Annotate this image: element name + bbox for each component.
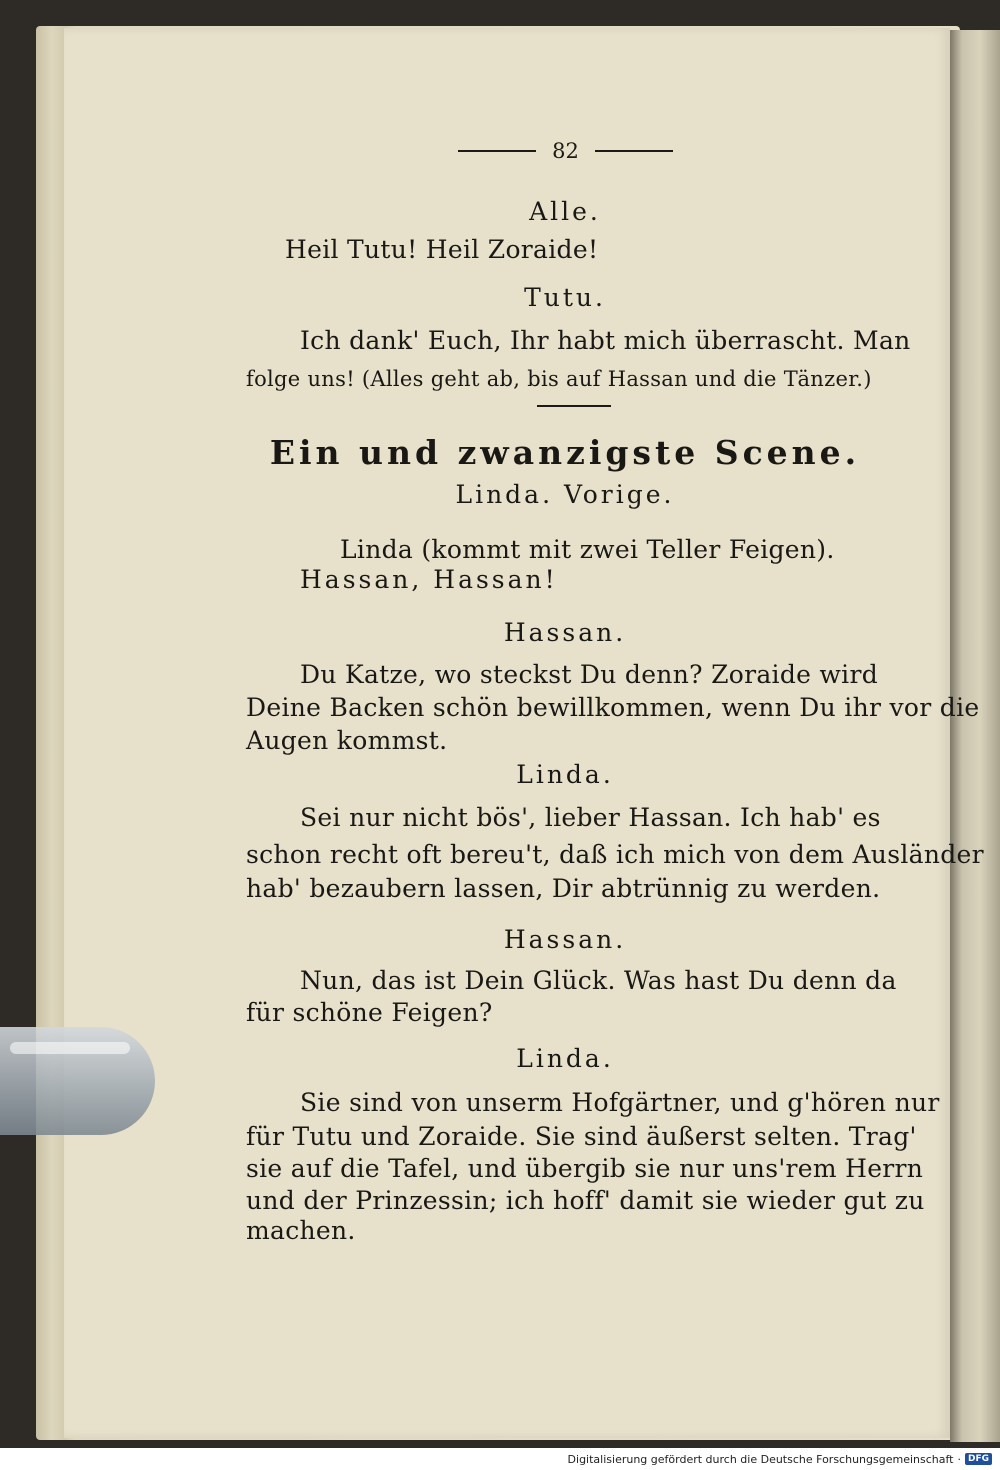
- page-weight-highlight: [10, 1042, 130, 1054]
- text-line: Du Katze, wo steckst Du denn? Zoraide wird: [300, 660, 879, 689]
- text-line: Sie sind von unserm Hofgärtner, und g'hören nur: [300, 1088, 940, 1117]
- text-line: Linda (kommt mit zwei Teller Feigen).: [340, 535, 835, 564]
- text-line: hab' bezaubern lassen, Dir abtrünnig zu werden.: [246, 874, 881, 903]
- text-line: Heil Tutu! Heil Zoraide!: [285, 235, 599, 264]
- facing-page-edge: [950, 30, 1000, 1442]
- scene-heading: Ein und zwanzigste Scene.: [269, 433, 861, 472]
- footer-separator: ·: [957, 1452, 961, 1466]
- footer-credit: Digitalisierung gefördert durch die Deutsche Forschungsgemeinschaft: [567, 1452, 954, 1466]
- section-divider: [537, 405, 611, 407]
- text-line: Ich dank' Euch, Ihr habt mich überrascht. Man: [300, 326, 911, 355]
- text-line: Nun, das ist Dein Glück. Was hast Du denn da: [300, 966, 897, 995]
- speaker-label: Hassan.: [503, 618, 627, 647]
- text-line: für schöne Feigen?: [246, 998, 493, 1027]
- speaker-label: Linda.: [516, 1044, 614, 1073]
- dfg-logo-icon: DFG: [965, 1453, 992, 1465]
- text-line: Augen kommst.: [246, 726, 448, 755]
- text-line: Hassan, Hassan!: [300, 565, 558, 594]
- text-line: folge uns! (Alles geht ab, bis auf Hassan und die Tänzer.): [246, 367, 872, 391]
- text-line: Sei nur nicht bös', lieber Hassan. Ich hab' es: [300, 803, 881, 832]
- speaker-label: Hassan.: [503, 925, 627, 954]
- text-line: für Tutu und Zoraide. Sie sind äußerst selten. Trag': [246, 1122, 917, 1151]
- page-number: [458, 137, 673, 165]
- speaker-label: Alle.: [529, 197, 601, 226]
- text-line: Deine Backen schön bewillkommen, wenn Du ihr vor die: [246, 693, 980, 722]
- text-line: und der Prinzessin; ich hoff' damit sie wieder gut zu: [246, 1186, 925, 1215]
- text-line: machen.: [246, 1216, 356, 1245]
- speaker-label: Tutu.: [524, 283, 606, 312]
- page-number-rule-left: [458, 150, 536, 152]
- page-number-rule-right: [595, 150, 673, 152]
- cast-line: Linda. Vorige.: [455, 480, 675, 509]
- text-line: sie auf die Tafel, und übergib sie nur uns'rem Herrn: [246, 1154, 924, 1183]
- page-number-value: 82: [552, 139, 579, 163]
- speaker-label: Linda.: [516, 760, 614, 789]
- digitization-footer: [568, 1450, 992, 1468]
- text-line: schon recht oft bereu't, daß ich mich von dem Ausländer: [246, 840, 984, 869]
